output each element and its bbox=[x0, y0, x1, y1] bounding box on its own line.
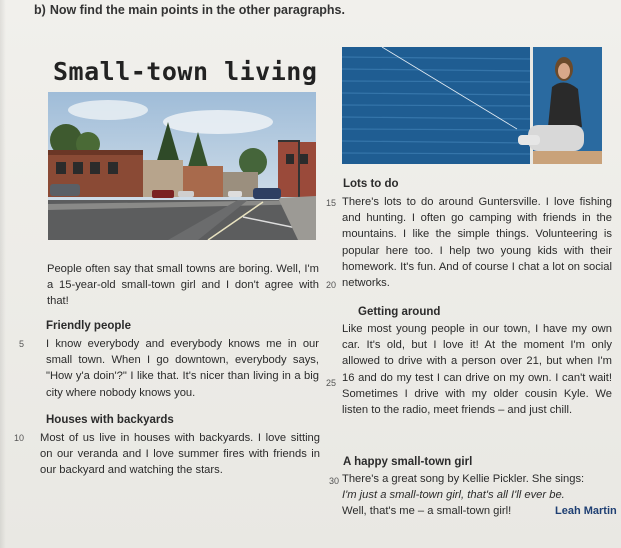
lake-photo bbox=[342, 47, 602, 164]
backyards-paragraph: Most of us live in houses with backyards. I love sitting on our veranda and I love summer fires with friends in our backyard and watching the stars. bbox=[40, 432, 320, 477]
instruction-label: b) bbox=[34, 3, 46, 17]
page-fold-shadow bbox=[0, 0, 6, 548]
street-photo bbox=[48, 92, 316, 240]
line-number-25: 25 bbox=[326, 378, 337, 388]
around-paragraph: Like most young people in our town, I have my own car. It's old, but I love it! At the moment I'm only allowed to drive with a person over 21, but when I'm 16 and do my test I can drive on my own. I can't wait! Sometimes I drive with my older cousin Kyle. We listen to the radio, meet friends – and just chill. bbox=[342, 323, 612, 417]
heading-getting-around: Getting around bbox=[358, 306, 441, 318]
girl-text-2: Well, that's me – a small-town girl! bbox=[342, 505, 512, 518]
lots-paragraph: There's lots to do around Guntersville. I love fishing and hunting. I often go camping with friends in the mountains. I like the simple things. Volunteering is popular here too. I help two young kids with their homework. It's fun. And of course I chat a lot on social networks. bbox=[342, 196, 612, 290]
instruction-text: Now find the main points in the other paragraphs. bbox=[49, 3, 345, 17]
heading-lots-to-do: Lots to do bbox=[343, 178, 399, 190]
line-number-5: 5 bbox=[19, 339, 25, 349]
heading-happy-small-town-girl: A happy small-town girl bbox=[343, 456, 473, 468]
friendly-paragraph: I know everybody and everybody knows me in our small town. When I go downtown, everybody says, "How y'a doin'?" I like that. It's nicer than living in a big city where nobody knows you. bbox=[46, 338, 319, 399]
instruction bbox=[34, 3, 345, 17]
girl-text-1: There's a great song by Kellie Pickler. She sings: bbox=[342, 473, 585, 485]
author-signature: Leah Martin bbox=[555, 505, 617, 517]
article-title: Small-town living bbox=[53, 57, 318, 86]
heading-friendly-people: Friendly people bbox=[46, 320, 131, 332]
line-number-30: 30 bbox=[329, 476, 340, 486]
song-quote: I'm just a small-town girl, that's all I'll ever be. bbox=[342, 489, 565, 502]
line-number-20: 20 bbox=[326, 280, 337, 290]
heading-houses-with-backyards: Houses with backyards bbox=[46, 414, 174, 426]
intro-paragraph: People often say that small towns are boring. Well, I'm a 15-year-old small-town girl and I don't agree with that! bbox=[47, 263, 319, 308]
line-number-10: 10 bbox=[14, 433, 25, 443]
line-number-15: 15 bbox=[326, 198, 337, 208]
